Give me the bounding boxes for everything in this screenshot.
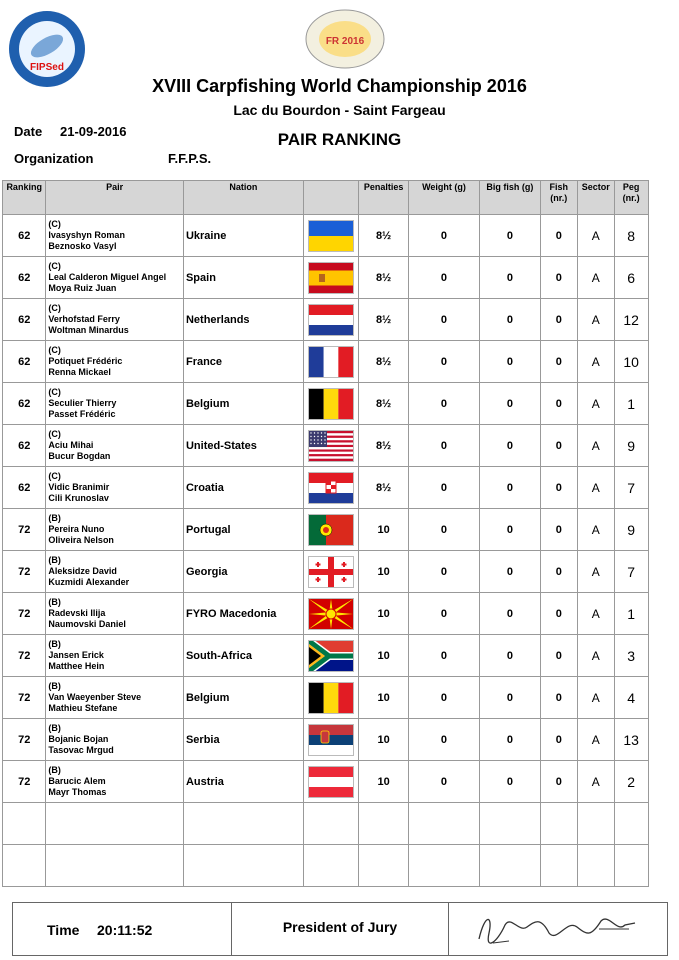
- bigfish-cell: 0: [479, 299, 540, 341]
- sector-cell: A: [577, 509, 614, 551]
- footer-signature-cell: [449, 903, 667, 955]
- peg-cell: 4: [614, 677, 648, 719]
- table-row: [3, 635, 679, 677]
- pair-cell: [46, 719, 184, 761]
- bigfish-cell: 0: [479, 341, 540, 383]
- pair-member-1: Bojanic Bojan: [48, 734, 109, 744]
- weight-cell: 0: [409, 635, 480, 677]
- peg-cell: 6: [614, 257, 648, 299]
- pair-member-2: Bucur Bogdan: [48, 451, 111, 461]
- penalties-cell: 8½: [359, 215, 409, 257]
- pair-member-1: Barucic Alem: [48, 776, 106, 786]
- sector-cell: A: [577, 593, 614, 635]
- ranking-cell: 62: [3, 215, 46, 257]
- pair-member-2: Matthee Hein: [48, 661, 105, 671]
- pair-group: (C): [48, 387, 61, 397]
- bigfish-cell: 0: [479, 509, 540, 551]
- pair-group: (C): [48, 471, 61, 481]
- peg-cell: 1: [614, 383, 648, 425]
- weight-cell: 0: [409, 761, 480, 803]
- pair-member-2: Kuzmidi Alexander: [48, 577, 130, 587]
- penalties-cell: 8½: [359, 341, 409, 383]
- pair-cell: [46, 593, 184, 635]
- pair-cell: [46, 299, 184, 341]
- time-value: 20:11:52: [97, 922, 153, 938]
- pair-cell: [46, 257, 184, 299]
- peg-cell: 2: [614, 761, 648, 803]
- president-of-jury-label: President of Jury: [282, 919, 398, 935]
- weight-cell: 0: [409, 719, 480, 761]
- pair-group: (B): [48, 639, 61, 649]
- pair-cell: [46, 551, 184, 593]
- table-header-row: [3, 181, 679, 215]
- ranking-table: [2, 180, 679, 887]
- pair-member-1: Radevski Ilija: [48, 608, 106, 618]
- table-row: [3, 425, 679, 467]
- fish-cell: 0: [541, 299, 578, 341]
- macedonia-flag-icon: [303, 593, 358, 635]
- pair-member-2: Tasovac Mrgud: [48, 745, 114, 755]
- penalties-cell: 10: [359, 509, 409, 551]
- netherlands-flag-icon: [303, 299, 358, 341]
- weight-cell: 0: [409, 509, 480, 551]
- nation-cell: Serbia: [183, 719, 303, 761]
- footer-box: [12, 902, 668, 956]
- pair-group: (B): [48, 555, 61, 565]
- footer-time-cell: [13, 903, 232, 955]
- pair-member-2: Beznosko Vasyl: [48, 241, 117, 251]
- peg-cell: 13: [614, 719, 648, 761]
- bigfish-cell: 0: [479, 257, 540, 299]
- pair-group: (C): [48, 261, 61, 271]
- ranking-cell: 72: [3, 635, 46, 677]
- pair-member-2: Mayr Thomas: [48, 787, 107, 797]
- ranking-cell: 62: [3, 467, 46, 509]
- nation-cell: United-States: [183, 425, 303, 467]
- penalties-cell: 10: [359, 593, 409, 635]
- table-row: [3, 257, 679, 299]
- footer-president-cell: [232, 903, 449, 955]
- bigfish-cell: 0: [479, 593, 540, 635]
- table-row: [3, 677, 679, 719]
- nation-cell: Belgium: [183, 677, 303, 719]
- ranking-cell: 72: [3, 677, 46, 719]
- date-label: Date: [14, 124, 43, 139]
- pair-member-1: Pereira Nuno: [48, 524, 105, 534]
- ranking-cell: 62: [3, 425, 46, 467]
- pair-member-2: Passet Frédéric: [48, 409, 116, 419]
- ranking-cell: 72: [3, 593, 46, 635]
- fish-cell: 0: [541, 635, 578, 677]
- bigfish-cell: 0: [479, 383, 540, 425]
- nation-cell: France: [183, 341, 303, 383]
- pair-cell: [46, 341, 184, 383]
- organization-label: Organization: [14, 151, 94, 166]
- pair-group: (B): [48, 681, 61, 691]
- usa-flag-icon: [303, 425, 358, 467]
- col-ranking: Ranking: [3, 181, 46, 215]
- svg-text:FR 2016: FR 2016: [325, 36, 365, 47]
- table-row: [3, 467, 679, 509]
- pair-cell: [46, 383, 184, 425]
- championship-logo: [304, 8, 386, 70]
- table-row: [3, 215, 679, 257]
- sector-cell: A: [577, 299, 614, 341]
- pair-member-2: Moya Ruiz Juan: [48, 283, 117, 293]
- fish-cell: 0: [541, 719, 578, 761]
- weight-cell: 0: [409, 257, 480, 299]
- ranking-cell: 62: [3, 383, 46, 425]
- bigfish-cell: 0: [479, 719, 540, 761]
- nation-cell: Croatia: [183, 467, 303, 509]
- page-subtitle: Lac du Bourdon - Saint Fargeau: [233, 102, 446, 118]
- peg-cell: 12: [614, 299, 648, 341]
- table-row: [3, 761, 679, 803]
- pair-group: (B): [48, 723, 61, 733]
- sector-cell: A: [577, 719, 614, 761]
- weight-cell: 0: [409, 677, 480, 719]
- table-row: [3, 383, 679, 425]
- penalties-cell: 8½: [359, 383, 409, 425]
- pair-member-1: Ivasyshyn Roman: [48, 230, 125, 240]
- weight-cell: 0: [409, 341, 480, 383]
- table-row: [3, 719, 679, 761]
- penalties-cell: 8½: [359, 257, 409, 299]
- georgia-flag-icon: [303, 551, 358, 593]
- penalties-cell: 10: [359, 677, 409, 719]
- pair-member-1: Seculier Thierry: [48, 398, 117, 408]
- nation-cell: Portugal: [183, 509, 303, 551]
- sector-cell: A: [577, 761, 614, 803]
- empty-table-row: [3, 803, 679, 845]
- ranking-title: PAIR RANKING: [277, 130, 402, 149]
- pair-cell: [46, 425, 184, 467]
- france-flag-icon: [303, 341, 358, 383]
- nation-cell: Georgia: [183, 551, 303, 593]
- bigfish-cell: 0: [479, 551, 540, 593]
- col-pair: Pair: [46, 181, 184, 215]
- ranking-cell: 72: [3, 509, 46, 551]
- col-flag: [303, 181, 358, 215]
- sector-cell: A: [577, 425, 614, 467]
- table-row: [3, 299, 679, 341]
- pair-member-1: Aciu Mihai: [48, 440, 94, 450]
- penalties-cell: 8½: [359, 467, 409, 509]
- table-row: [3, 341, 679, 383]
- date-value: 21-09-2016: [60, 124, 127, 139]
- fish-cell: 0: [541, 551, 578, 593]
- pair-member-1: Jansen Erick: [48, 650, 104, 660]
- pair-cell: [46, 467, 184, 509]
- time-label: Time: [47, 922, 80, 938]
- ranking-cell: 72: [3, 761, 46, 803]
- fish-cell: 0: [541, 467, 578, 509]
- fish-cell: 0: [541, 677, 578, 719]
- penalties-cell: 10: [359, 761, 409, 803]
- weight-cell: 0: [409, 593, 480, 635]
- bigfish-cell: 0: [479, 761, 540, 803]
- col-peg: Peg (nr.): [614, 181, 648, 215]
- belgium-flag-icon: [303, 677, 358, 719]
- sector-cell: A: [577, 635, 614, 677]
- signature: [449, 903, 667, 955]
- fish-cell: 0: [541, 341, 578, 383]
- pair-member-1: Van Waeyenber Steve: [48, 692, 142, 702]
- bigfish-cell: 0: [479, 635, 540, 677]
- weight-cell: 0: [409, 299, 480, 341]
- portugal-flag-icon: [303, 509, 358, 551]
- table-row: [3, 593, 679, 635]
- pair-member-2: Mathieu Stefane: [48, 703, 118, 713]
- penalties-cell: 10: [359, 635, 409, 677]
- col-fish: Fish (nr.): [541, 181, 578, 215]
- svg-text:FIPSed: FIPSed: [30, 62, 64, 73]
- sector-cell: A: [577, 257, 614, 299]
- peg-cell: 9: [614, 509, 648, 551]
- bigfish-cell: 0: [479, 677, 540, 719]
- pair-cell: [46, 677, 184, 719]
- pair-member-1: Aleksidze David: [48, 566, 117, 576]
- pair-member-2: Woltman Minardus: [48, 325, 129, 335]
- bigfish-cell: 0: [479, 215, 540, 257]
- ranking-cell: 62: [3, 341, 46, 383]
- peg-cell: 3: [614, 635, 648, 677]
- sector-cell: A: [577, 383, 614, 425]
- fish-cell: 0: [541, 761, 578, 803]
- pair-member-2: Naumovski Daniel: [48, 619, 126, 629]
- sector-cell: A: [577, 467, 614, 509]
- ranking-cell: 62: [3, 257, 46, 299]
- pair-cell: [46, 215, 184, 257]
- pair-group: (C): [48, 429, 61, 439]
- sector-cell: A: [577, 341, 614, 383]
- col-nation: Nation: [183, 181, 303, 215]
- penalties-cell: 8½: [359, 299, 409, 341]
- nation-cell: South-Africa: [183, 635, 303, 677]
- empty-table-row: [3, 845, 679, 887]
- peg-cell: 9: [614, 425, 648, 467]
- serbia-flag-icon: [303, 719, 358, 761]
- sector-cell: A: [577, 215, 614, 257]
- pair-member-1: Verhofstad Ferry: [48, 314, 120, 324]
- penalties-cell: 8½: [359, 425, 409, 467]
- croatia-flag-icon: [303, 467, 358, 509]
- col-penalties: Penalties: [359, 181, 409, 215]
- bigfish-cell: 0: [479, 467, 540, 509]
- ranking-cell: 72: [3, 551, 46, 593]
- pair-cell: [46, 761, 184, 803]
- col-sector: Sector: [577, 181, 614, 215]
- peg-cell: 10: [614, 341, 648, 383]
- pair-group: (B): [48, 597, 61, 607]
- pair-group: (C): [48, 345, 61, 355]
- weight-cell: 0: [409, 215, 480, 257]
- pair-member-2: Renna Mickael: [48, 367, 111, 377]
- col-bigfish: Big fish (g): [479, 181, 540, 215]
- fish-cell: 0: [541, 215, 578, 257]
- peg-cell: 1: [614, 593, 648, 635]
- belgium-flag-icon: [303, 383, 358, 425]
- col-weight: Weight (g): [409, 181, 480, 215]
- pair-member-1: Vidic Branimir: [48, 482, 110, 492]
- bigfish-cell: 0: [479, 425, 540, 467]
- pair-cell: [46, 509, 184, 551]
- peg-cell: 7: [614, 467, 648, 509]
- peg-cell: 8: [614, 215, 648, 257]
- austria-flag-icon: [303, 761, 358, 803]
- weight-cell: 0: [409, 551, 480, 593]
- peg-cell: 7: [614, 551, 648, 593]
- fish-cell: 0: [541, 425, 578, 467]
- pair-member-2: Cili Krunoslav: [48, 493, 109, 503]
- pair-group: (C): [48, 303, 61, 313]
- weight-cell: 0: [409, 383, 480, 425]
- penalties-cell: 10: [359, 551, 409, 593]
- nation-cell: Belgium: [183, 383, 303, 425]
- penalties-cell: 10: [359, 719, 409, 761]
- pair-cell: [46, 635, 184, 677]
- nation-cell: Austria: [183, 761, 303, 803]
- weight-cell: 0: [409, 425, 480, 467]
- pair-group: (C): [48, 219, 61, 229]
- spain-flag-icon: [303, 257, 358, 299]
- pair-group: (B): [48, 765, 61, 775]
- pair-member-2: Oliveira Nelson: [48, 535, 114, 545]
- ranking-cell: 62: [3, 299, 46, 341]
- pair-group: (B): [48, 513, 61, 523]
- page-title: XVIII Carpfishing World Championship 2016: [152, 76, 527, 96]
- table-row: [3, 551, 679, 593]
- organization-value: F.F.P.S.: [168, 151, 212, 166]
- sector-cell: A: [577, 677, 614, 719]
- ukraine-flag-icon: [303, 215, 358, 257]
- weight-cell: 0: [409, 467, 480, 509]
- nation-cell: Netherlands: [183, 299, 303, 341]
- nation-cell: Ukraine: [183, 215, 303, 257]
- fish-cell: 0: [541, 593, 578, 635]
- nation-cell: FYRO Macedonia: [183, 593, 303, 635]
- southafrica-flag-icon: [303, 635, 358, 677]
- fish-cell: 0: [541, 383, 578, 425]
- pair-member-1: Leal Calderon Miguel Angel: [48, 272, 167, 282]
- sector-cell: A: [577, 551, 614, 593]
- pair-member-1: Potiquet Frédéric: [48, 356, 123, 366]
- table-row: [3, 509, 679, 551]
- ranking-cell: 72: [3, 719, 46, 761]
- fish-cell: 0: [541, 509, 578, 551]
- fish-cell: 0: [541, 257, 578, 299]
- nation-cell: Spain: [183, 257, 303, 299]
